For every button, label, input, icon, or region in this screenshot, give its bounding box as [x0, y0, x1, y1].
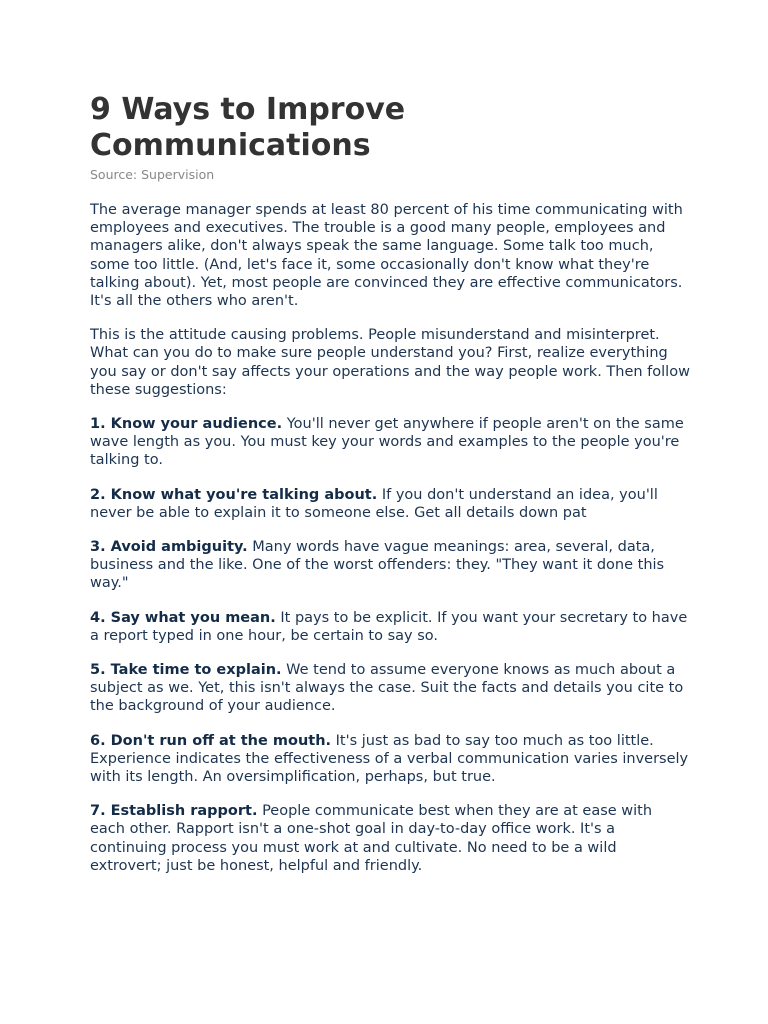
tip-2-heading: 2. Know what you're talking about.	[90, 486, 378, 503]
tip-3	[90, 538, 690, 593]
tip-1-text: You'll never get anywhere if people aren't on the same wave length as you. You must key your words and examples to the people you're talking to.	[90, 416, 684, 469]
document-content	[90, 92, 690, 875]
tip-2-text: If you don't understand an idea, you'll never be able to explain it to someone else. Get all details down pat	[90, 486, 658, 521]
tip-5-text: We tend to assume everyone knows as much about a subject as we. Yet, this isn't always the case. Suit the facts and details you cite to the background of your audience.	[90, 662, 684, 715]
tip-7-heading: 7. Establish rapport.	[90, 803, 258, 820]
tip-1-heading: 1. Know your audience.	[90, 416, 283, 433]
page-title: 9 Ways to Improve Communications	[90, 92, 406, 163]
tip-1	[90, 415, 690, 470]
intro-paragraph-2: This is the attitude causing problems. People misunderstand and misinterpret. What can you do to make sure people understand you? First, realize everything you say or don't say affects your operations and the way people work. Then follow these suggestions:	[90, 327, 690, 398]
tip-7-text: People communicate best when they are at ease with each other. Rapport isn't a one-shot goal in day-to-day office work. It's a continuing process you must work at and cultivate. No need to be a wild extrovert; just be honest, helpful and friendly.	[90, 803, 653, 874]
tip-3-text: Many words have vague meanings: area, several, data, business and the like. One of the worst offenders: they. "They want it done this way."	[90, 539, 665, 592]
tip-6	[90, 732, 690, 787]
intro-paragraph-1: The average manager spends at least 80 percent of his time communicating with employees and executives. The trouble is a good many people, employees and managers alike, don't always speak the same language. Some talk too much, some too little. (And, let's face it, some occasionally don't know what they're talking about). Yet, most people are convinced they are effective communicators. It's all the others who aren't.	[90, 202, 683, 310]
tip-3-heading: 3. Avoid ambiguity.	[90, 539, 248, 556]
tip-6-heading: 6. Don't run off at the mouth.	[90, 732, 332, 749]
tip-5-heading: 5. Take time to explain.	[90, 662, 282, 679]
tip-6-text: It's just as bad to say too much as too little. Experience indicates the effectiveness of a verbal communication varies inversely with its length. An oversimplification, perhaps, but true.	[90, 732, 689, 786]
tip-4-heading: 4. Say what you mean.	[90, 609, 276, 626]
tip-5	[90, 661, 690, 716]
tip-7	[90, 802, 690, 875]
source-line: Source: Supervision	[90, 167, 215, 182]
tip-4-text: It pays to be explicit. If you want your secretary to have a report typed in one hour, be certain to say so.	[90, 609, 688, 644]
tip-2	[90, 486, 690, 522]
tip-4	[90, 609, 690, 645]
